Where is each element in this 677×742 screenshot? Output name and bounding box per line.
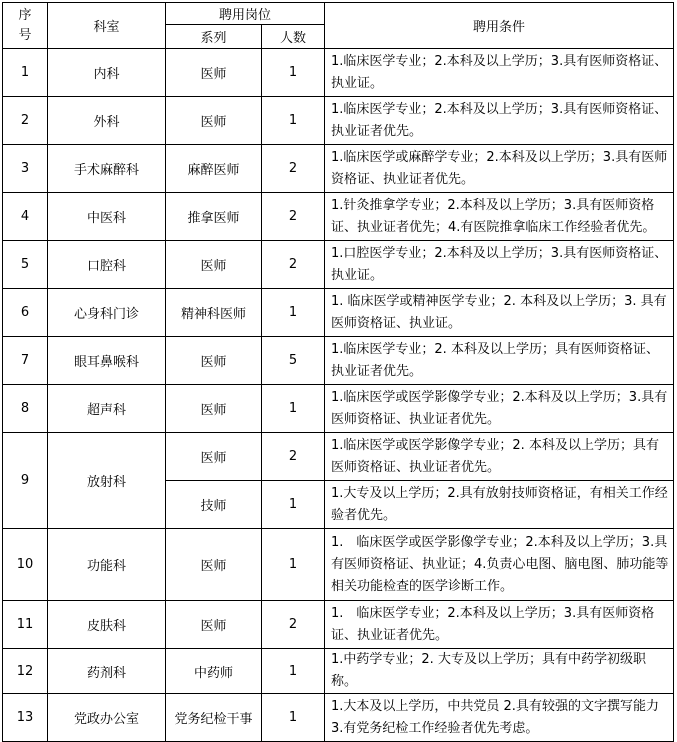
- row-series: 中药师: [166, 649, 262, 694]
- table-row: [3, 97, 674, 145]
- row-dept: 党政办公室: [48, 694, 166, 742]
- row-count: 2: [262, 433, 325, 481]
- recruitment-table: [2, 2, 674, 742]
- header-count: 人数: [262, 25, 325, 49]
- row-count: 2: [262, 601, 325, 649]
- row-seq: 9: [3, 433, 48, 529]
- table-row: [3, 193, 674, 241]
- row-seq: 10: [3, 529, 48, 601]
- row-dept: 口腔科: [48, 241, 166, 289]
- row-count: 5: [262, 337, 325, 385]
- header-seq-line1: 序: [18, 7, 32, 23]
- row-series: 精神科医师: [166, 289, 262, 337]
- row-conditions: 1. 临床医学或精神医学专业；2. 本科及以上学历；3. 具有医师资格证、执业证。: [325, 289, 674, 337]
- row-dept: 皮肤科: [48, 601, 166, 649]
- header-seq-line2: 号: [18, 27, 32, 43]
- row-series: 技师: [166, 481, 262, 529]
- row-seq: 1: [3, 49, 48, 97]
- row-conditions: 1.临床医学专业；2. 本科及以上学历；具有医师资格证、执业证者优先。: [325, 337, 674, 385]
- row-dept: 眼耳鼻喉科: [48, 337, 166, 385]
- row-seq: 4: [3, 193, 48, 241]
- row-count: 1: [262, 694, 325, 742]
- row-seq: 3: [3, 145, 48, 193]
- table-row: [3, 49, 674, 97]
- row-dept: 内科: [48, 49, 166, 97]
- row-series: 党务纪检干事: [166, 694, 262, 742]
- row-conditions: 1. 临床医学或医学影像学专业；2.本科及以上学历；3.具有医师资格证、执业证；4.负责心电图、脑电图、肺功能等相关功能检查的医学诊断工作。: [325, 529, 674, 601]
- row-seq: 13: [3, 694, 48, 742]
- table-row: [3, 337, 674, 385]
- row-dept: 中医科: [48, 193, 166, 241]
- row-dept: 功能科: [48, 529, 166, 601]
- row-seq: 6: [3, 289, 48, 337]
- row-dept: 外科: [48, 97, 166, 145]
- row-conditions: 1. 临床医学专业；2.本科及以上学历；3.具有医师资格证、执业证者优先。: [325, 601, 674, 649]
- row-count: 1: [262, 481, 325, 529]
- row-seq: 5: [3, 241, 48, 289]
- row-series: 医师: [166, 529, 262, 601]
- row-conditions: 1.大本及以上学历，中共党员 2.具有较强的文字撰写能力 3.有党务纪检工作经验者优先考虑。: [325, 694, 674, 742]
- row-count: 2: [262, 241, 325, 289]
- header-conditions: 聘用条件: [325, 3, 674, 49]
- row-count: 1: [262, 385, 325, 433]
- row-seq: 12: [3, 649, 48, 694]
- row-count: 2: [262, 145, 325, 193]
- header-position-group: 聘用岗位: [166, 3, 325, 25]
- row-series: 医师: [166, 337, 262, 385]
- row-series: 医师: [166, 433, 262, 481]
- row-count: 2: [262, 193, 325, 241]
- row-count: 1: [262, 97, 325, 145]
- row-series: 医师: [166, 241, 262, 289]
- row-conditions: 1.中药学专业；2. 大专及以上学历；具有中药学初级职称。: [325, 649, 674, 694]
- row-series: 医师: [166, 601, 262, 649]
- row-dept: 手术麻醉科: [48, 145, 166, 193]
- row-dept: 放射科: [48, 433, 166, 529]
- row-conditions: 1.针灸推拿学专业；2.本科及以上学历；3.具有医师资格证、执业证者优先；4.有医院推拿临床工作经验者优先。: [325, 193, 674, 241]
- row-conditions: 1.临床医学专业；2.本科及以上学历；3.具有医师资格证、执业证。: [325, 49, 674, 97]
- row-count: 1: [262, 649, 325, 694]
- table-row: [3, 385, 674, 433]
- header-seq: [3, 3, 48, 49]
- table-row: [3, 145, 674, 193]
- row-conditions: 1.临床医学或麻醉学专业；2.本科及以上学历；3.具有医师资格证、执业证者优先。: [325, 145, 674, 193]
- table-row: [3, 289, 674, 337]
- header-dept: 科室: [48, 3, 166, 49]
- row-seq: 11: [3, 601, 48, 649]
- row-dept: 药剂科: [48, 649, 166, 694]
- row-series: 麻醉医师: [166, 145, 262, 193]
- row-conditions: 1.临床医学专业；2.本科及以上学历；3.具有医师资格证、执业证者优先。: [325, 97, 674, 145]
- recruitment-table-wrapper: [2, 2, 674, 742]
- row-seq: 7: [3, 337, 48, 385]
- row-series: 医师: [166, 385, 262, 433]
- header-series: 系列: [166, 25, 262, 49]
- table-row: [3, 649, 674, 694]
- table-row: [3, 433, 674, 481]
- row-seq: 2: [3, 97, 48, 145]
- row-count: 1: [262, 529, 325, 601]
- row-count: 1: [262, 289, 325, 337]
- table-row: [3, 529, 674, 601]
- table-row: [3, 601, 674, 649]
- row-conditions: 1.大专及以上学历；2.具有放射技师资格证，有相关工作经验者优先。: [325, 481, 674, 529]
- row-conditions: 1.口腔医学专业；2.本科及以上学历；3.具有医师资格证、执业证。: [325, 241, 674, 289]
- row-dept: 心身科门诊: [48, 289, 166, 337]
- row-conditions: 1.临床医学或医学影像学专业；2. 本科及以上学历；具有医师资格证、执业证者优先。: [325, 433, 674, 481]
- row-series: 推拿医师: [166, 193, 262, 241]
- table-row: [3, 694, 674, 742]
- row-seq: 8: [3, 385, 48, 433]
- row-conditions: 1.临床医学或医学影像学专业；2.本科及以上学历；3.具有医师资格证、执业证者优先。: [325, 385, 674, 433]
- row-count: 1: [262, 49, 325, 97]
- table-row: [3, 241, 674, 289]
- row-series: 医师: [166, 49, 262, 97]
- row-dept: 超声科: [48, 385, 166, 433]
- row-series: 医师: [166, 97, 262, 145]
